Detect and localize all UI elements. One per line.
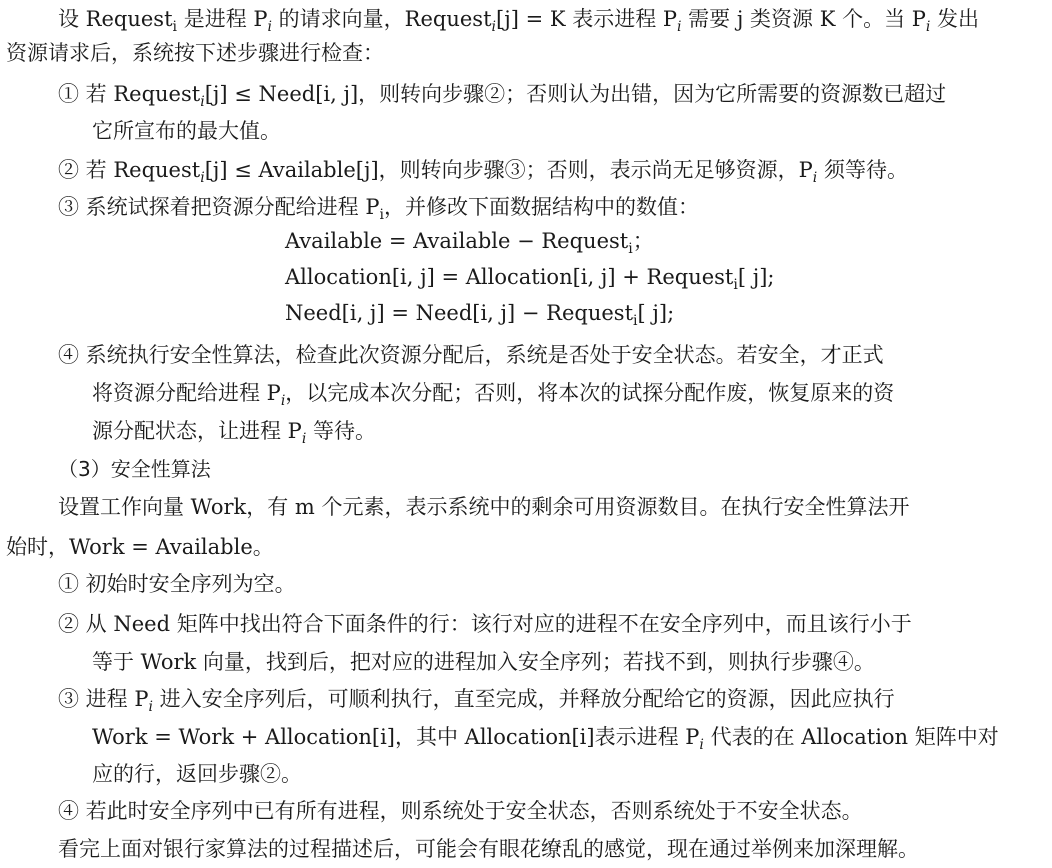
eq1-text-b: ；: [632, 229, 654, 253]
safe-step-3-line-3: 应的行，返回步骤②。: [92, 762, 302, 786]
step4-line-3: [92, 416, 376, 446]
intro-text-d: [j] = K 表示进程 P: [496, 7, 678, 31]
step4-line2-sub: i: [280, 393, 286, 409]
intro-sub-c: i: [491, 19, 496, 35]
intro-line-1: [58, 4, 979, 34]
intro-text-e: 需要 j 类资源 K 个。当 P: [681, 7, 926, 31]
closing-paragraph: 看完上面对银行家算法的过程描述后，可能会有眼花缭乱的感觉，现在通过举例来加深理解。: [58, 837, 919, 861]
safe-step-2-line-1: ② 从 Need 矩阵中找出符合下面条件的行：该行对应的进程不在安全序列中，而且该行小于: [58, 612, 912, 636]
step3-text-b: ，并修改下面数据结构中的数值：: [383, 195, 699, 219]
eq1-text-a: Available = Available − Request: [285, 229, 629, 253]
intro-sub-e: i: [925, 19, 931, 35]
step1-text-b: [j] ≤ Need[i, j]，则转向步骤②；否则认为出错，因为它所需要的资源数已超过: [204, 82, 947, 106]
eq2-sub: i: [733, 277, 738, 293]
step3-text-a: ③ 系统试探着把资源分配给进程 P: [58, 195, 380, 219]
step3-equation-1: [285, 226, 654, 256]
intro-text-f: 发出: [930, 7, 980, 31]
step2-sub-b: i: [812, 170, 818, 186]
safe-step-1: ① 初始时安全序列为空。: [58, 572, 296, 596]
step3-line-1: [58, 192, 699, 222]
step2-line-1: [58, 155, 908, 185]
step3-equation-2: [285, 262, 775, 292]
step2-text-a: ② 若 Request: [58, 158, 201, 182]
intro-sub-d: i: [677, 19, 682, 35]
step4-line-2: [92, 378, 894, 408]
eq3-text-a: Need[i, j] = Need[i, j] − Request: [285, 301, 634, 325]
safe-step-3-line-1: [58, 684, 895, 714]
step4-line3-sub: i: [301, 431, 307, 447]
step1-text-a: ① 若 Request: [58, 82, 201, 106]
work-line-1: 设置工作向量 Work，有 m 个元素，表示系统中的剩余可用资源数目。在执行安全性算法开: [58, 495, 910, 519]
intro-sub-a: i: [172, 19, 178, 35]
intro-text-b: 是进程 P: [177, 7, 268, 31]
intro-line-2: 资源请求后，系统按下述步骤进行检查：: [6, 41, 384, 65]
safe3-line2-text-a: Work = Work + Allocation[i]，其中 Allocation[i]表示进程 P: [92, 725, 700, 749]
step1-sub-a: i: [200, 94, 205, 110]
step2-sub-a: i: [200, 170, 205, 186]
work-line-2: 始时，Work = Available。: [6, 535, 274, 559]
eq2-text-a: Allocation[i, j] = Allocation[i, j] + Request: [285, 265, 734, 289]
step4-line2-text-b: ，以完成本次分配；否则，将本次的试探分配作废，恢复原来的资: [285, 381, 895, 405]
eq3-text-b: [ j];: [637, 301, 675, 325]
step4-line3-text-a: 源分配状态，让进程 P: [92, 419, 302, 443]
step4-line3-text-b: 等待。: [306, 419, 376, 443]
safe3-line2-text-b: 代表的在 Allocation 矩阵中对: [703, 725, 999, 749]
eq3-sub: i: [633, 313, 638, 329]
safe3-text-b: 进入安全序列后，可顺利执行，直至完成，并释放分配给它的资源，因此应执行: [152, 687, 895, 711]
section-heading-safety-algorithm: （3）安全性算法: [58, 457, 211, 481]
intro-text-c: 的请求向量，Request: [271, 7, 492, 31]
safe3-line2-sub: i: [699, 737, 704, 753]
step3-equation-3: [285, 298, 674, 328]
safe3-sub-a: i: [148, 699, 153, 715]
intro-text-a: 设 Request: [58, 7, 173, 31]
safe-step-3-line-2: [92, 722, 999, 752]
eq2-text-b: [ j];: [737, 265, 775, 289]
step3-sub-a: i: [379, 207, 384, 223]
safe-step-2-line-2: 等于 Work 向量，找到后，把对应的进程加入安全序列；若找不到，则执行步骤④。: [92, 650, 875, 674]
eq1-sub: i: [628, 241, 633, 257]
step1-line-1: [58, 79, 946, 109]
safe-step-4: ④ 若此时安全序列中已有所有进程，则系统处于安全状态，否则系统处于不安全状态。: [58, 799, 863, 823]
step2-text-c: 须等待。: [817, 158, 908, 182]
step4-line-1: ④ 系统执行安全性算法，检查此次资源分配后，系统是否处于安全状态。若安全，才正式: [58, 343, 884, 367]
safe3-text-a: ③ 进程 P: [58, 687, 149, 711]
step1-line-2: 它所宣布的最大值。: [92, 119, 281, 143]
step2-text-b: [j] ≤ Available[j]，则转向步骤③；否则，表示尚无足够资源，P: [204, 158, 813, 182]
step4-line2-text-a: 将资源分配给进程 P: [92, 381, 281, 405]
intro-sub-b: i: [267, 19, 272, 35]
